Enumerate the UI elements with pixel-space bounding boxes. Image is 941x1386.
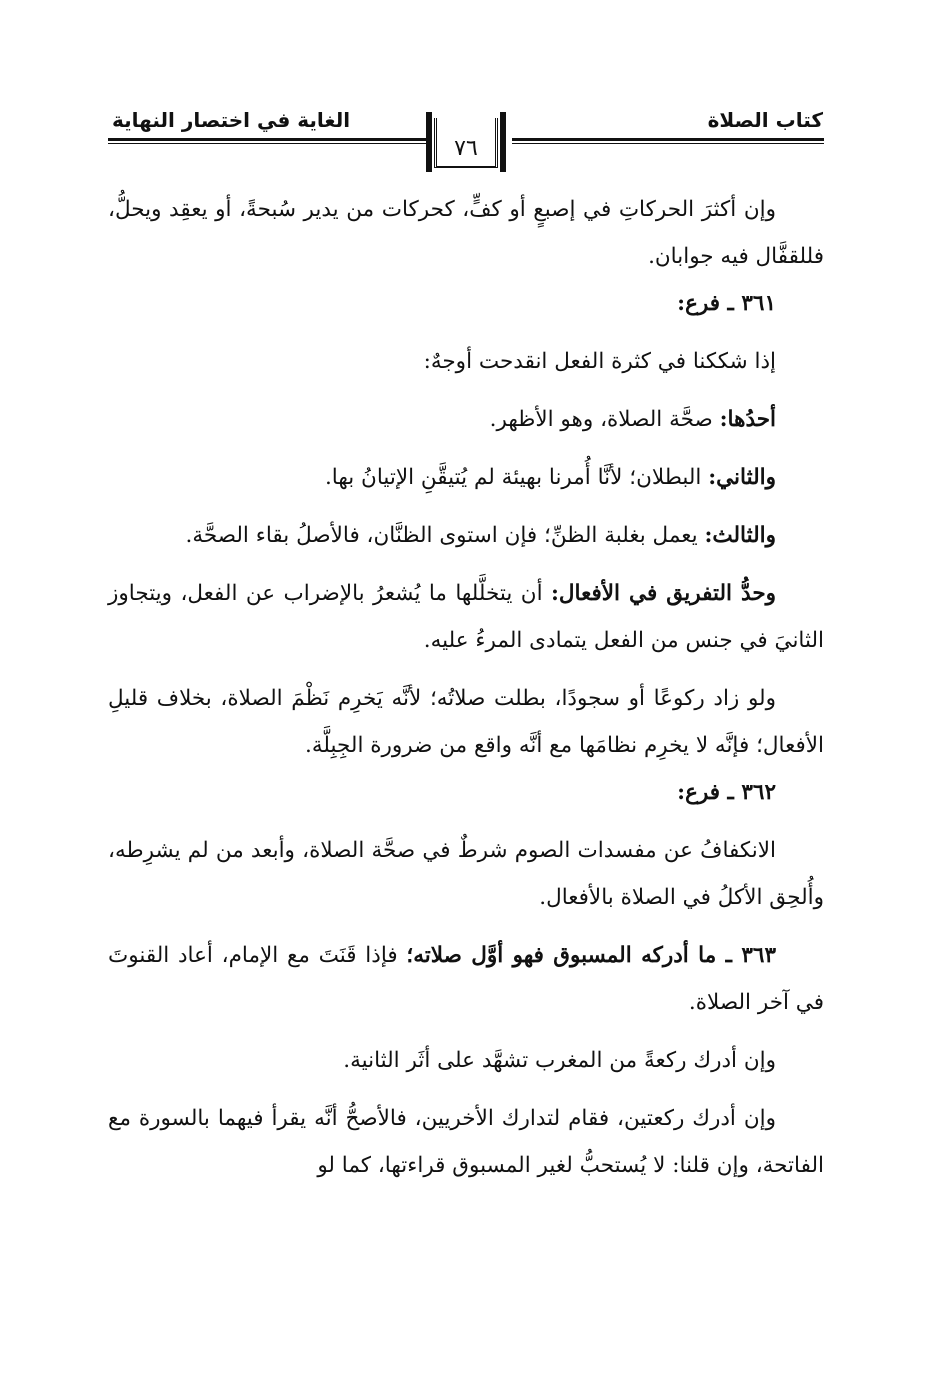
paragraph (108, 186, 824, 280)
heading-text: ٣٦٢ ـ فرع: (677, 780, 776, 805)
section-heading (108, 280, 824, 327)
paragraph (108, 396, 824, 443)
paragraph-text: يعمل بغلبة الظنِّ؛ فإن استوى الظنَّان، فالأصلُ بقاء الصحَّة. (185, 523, 698, 548)
paragraph-text: وإن أدرك ركعةً من المغرب تشهَّد على أثَر الثانية. (343, 1048, 776, 1073)
paragraph (108, 454, 824, 501)
paragraph-text: أن يتخلَّلها ما يُشعرُ بالإضراب عن الفعل، ويتجاوز الثانيَ في جنس من الفعل يتمادى المرءُ عليه. (108, 581, 824, 653)
paragraph (108, 338, 824, 385)
paragraph-text: وإن أكثرَ الحركاتِ في إصبعٍ أو كفٍّ، كحركات من يدير سُبحةً، أو يعقِد ويحلُّ، فللقفَّال فيه جوابان. (108, 197, 824, 269)
page-number: ٧٦ (454, 136, 478, 161)
paragraph (108, 1037, 824, 1084)
paragraph-text: فإذا قَنَتَ مع الإمام، أعاد القنوتَ في آخر الصلاة. (108, 943, 824, 1015)
paragraph (108, 512, 824, 559)
paragraph-lead: وحدُّ التفريق في الأفعال: (550, 581, 776, 606)
paragraph-lead: ٣٦٣ ـ ما أدركه المسبوق فهو أوَّل صلاته؛ (406, 943, 776, 968)
paragraph-text: الانكفافُ عن مفسدات الصوم شرطٌ في صحَّة الصلاة، وأبعد من لم يشرِطه، وأُلحِق الأكلُ في الصلاة بالأفعال. (108, 838, 824, 910)
page-header (0, 0, 941, 180)
book-title: الغاية في اختصار النهاية (112, 108, 351, 132)
paragraph (108, 570, 824, 664)
page-body (108, 186, 824, 1200)
paragraph-lead: والثاني: (708, 465, 776, 490)
heading-text: ٣٦١ ـ فرع: (677, 291, 776, 316)
paragraph-text: البطلان؛ لأنَّا أُمرنا بهيئة لم يُتيقَّنِ الإتيانُ بها. (324, 465, 702, 490)
paragraph-text: صحَّة الصلاة، وهو الأظهر. (489, 407, 713, 432)
paragraph (108, 932, 824, 1026)
paragraph-text: إذا شككنا في كثرة الفعل انقدحت أوجهٌ: (423, 349, 776, 374)
paragraph (108, 1095, 824, 1189)
paragraph (108, 675, 824, 769)
paragraph (108, 827, 824, 921)
section-heading (108, 769, 824, 816)
paragraph-text: وإن أدرك ركعتين، فقام لتدارك الأخريين، فالأصحُّ أنَّه يقرأ فيهما بالسورة مع الفاتحة، وإن قلنا: لا يُستحبُّ لغير المسبوق قراءتها، كما لو (108, 1106, 824, 1178)
page-number-box (424, 112, 508, 172)
paragraph-lead: والثالث: (704, 523, 776, 548)
header-rule-right (512, 138, 824, 144)
header-rule-left (108, 138, 426, 144)
paragraph-lead: أحدُها: (719, 407, 776, 432)
chapter-title: كتاب الصلاة (707, 108, 823, 132)
paragraph-text: ولو زاد ركوعًا أو سجودًا، بطلت صلاتُه؛ لأنَّه يَخرِم نَظْمَ الصلاة، بخلاف قليلِ الأفعال؛ فإنَّه لا يخرِم نظامَها مع أنَّه واقع من ضرورة الجِبِلَّة. (108, 686, 824, 758)
